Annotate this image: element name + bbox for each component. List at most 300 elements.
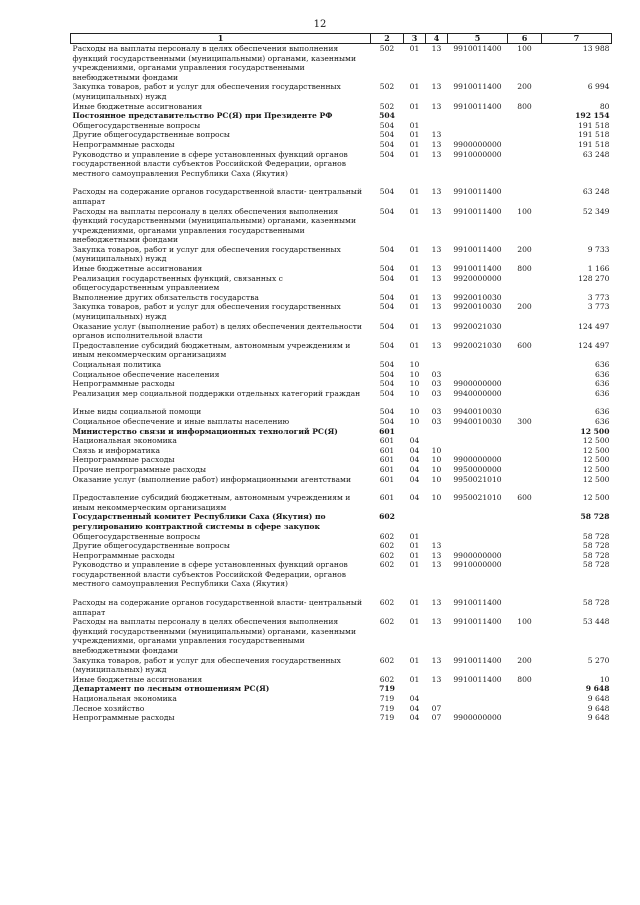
row-subsection-code [426,360,448,370]
row-subsection-code: 13 [431,674,442,684]
row-expense-type [508,436,542,446]
row-ministry-code: 602 [379,598,395,608]
row-subsection-code: 13 [431,264,442,274]
row-subsection-code: 13 [431,187,442,197]
row-subsection-code [426,684,448,694]
row-name: Непрограммные расходы [72,713,175,723]
row-section-code: 01 [409,44,420,53]
row-amount: 12 500 [582,493,610,503]
table-row [71,322,612,341]
row-amount: 9 648 [587,703,610,713]
row-expense-type [508,322,542,341]
row-target-article [448,684,508,694]
row-section-code: 01 [409,101,420,111]
row-amount: 58 728 [582,531,610,541]
table-row [71,274,612,293]
row-section-code: 04 [409,694,420,703]
row-expense-type: 200 [517,302,532,312]
row-name: Постоянное представительство РС(Я) при Президенте РФ [72,111,333,121]
row-target-article: 9950021010 [453,493,502,503]
row-expense-type [508,130,542,140]
row-subsection-code: 13 [431,560,442,570]
row-name: Расходы на содержание органов государственной власти- центральный аппарат [72,598,363,617]
row-section-code: 01 [409,598,420,608]
row-amount: 191 518 [578,120,610,130]
table-row [71,704,612,714]
row-subsection-code: 10 [431,493,442,503]
table-row [71,560,612,589]
row-amount: 9 733 [587,244,610,254]
row-subsection-code: 13 [431,44,442,53]
row-name: Другие общегосударственные вопросы [72,130,230,140]
column-header-subsection: 4 [426,34,448,44]
row-section-code: 01 [409,541,420,551]
row-target-article: 9920000000 [453,273,502,283]
row-ministry-code: 504 [379,360,395,369]
row-subsection-code: 13 [431,149,442,159]
table-row [71,589,612,617]
row-name: Закупка товаров, работ и услуг для обеспечения государственных (муниципальных) нужд [72,302,341,322]
row-name: Общегосударственные вопросы [72,120,201,130]
row-target-article: 9910011400 [453,655,502,665]
row-section-code: 01 [409,655,420,665]
row-amount: 3 773 [587,292,610,302]
row-section-code: 01 [409,292,420,302]
row-section-code: 01 [409,273,420,283]
row-ministry-code: 602 [379,674,395,684]
row-target-article: 9920010030 [453,292,502,302]
row-name: Департамент по лесным отношениям РС(Я) [72,684,270,694]
row-subsection-code: 13 [431,302,442,312]
row-expense-type [508,465,542,475]
row-amount: 58 728 [582,541,610,551]
row-ministry-code: 601 [379,474,395,484]
row-name: Национальная экономика [72,694,177,703]
row-expense-type [508,455,542,465]
row-expense-type: 800 [517,101,532,111]
row-amount: 124 497 [578,340,610,350]
row-name: Выполнение других обязательств государства [72,292,259,302]
row-subsection-code: 13 [431,244,442,254]
table-row [71,302,612,321]
row-target-article: 9900000000 [453,379,502,389]
row-name: Социальное обеспечение и иные выплаты населению [72,416,290,426]
row-section-code: 01 [409,130,420,140]
row-expense-type [508,370,542,380]
row-amount: 5 270 [587,655,610,665]
row-amount: 636 [595,360,610,369]
row-section-code: 04 [409,436,420,446]
row-section-code: 10 [409,369,420,379]
row-subsection-code: 10 [431,445,442,455]
row-name: Закупка товаров, работ и услуг для обеспечения государственных (муниципальных) нужд [72,655,341,675]
row-subsection-code: 10 [431,464,442,474]
table-row [71,656,612,675]
table-row [71,44,612,83]
row-ministry-code: 602 [379,512,395,522]
row-ministry-code: 602 [379,655,395,665]
row-target-article: 9910011400 [453,101,502,111]
row-subsection-code: 03 [431,388,442,398]
row-amount: 53 448 [582,617,610,627]
table-row [71,150,612,179]
row-ministry-code: 602 [379,531,395,541]
row-target-article: 9900000000 [453,139,502,149]
row-subsection-code: 13 [431,617,442,627]
row-target-article: 9910011400 [453,44,502,53]
row-target-article: 9900000000 [453,550,502,560]
row-ministry-code: 504 [379,416,395,426]
row-name: Иные бюджетные ассигнования [72,674,203,684]
row-expense-type [508,140,542,150]
row-subsection-code [426,111,448,121]
row-section-code: 10 [409,360,420,369]
row-subsection-code: 13 [431,273,442,283]
table-row [71,389,612,399]
row-amount: 1 166 [587,264,610,274]
row-amount: 58 728 [582,550,610,560]
table-row [71,475,612,485]
row-subsection-code: 07 [431,713,442,723]
column-header-ministry: 2 [371,34,404,44]
table-row [71,512,612,531]
row-ministry-code: 719 [379,713,395,723]
row-name: Социальная политика [72,360,162,369]
row-target-article [448,370,508,380]
row-expense-type [508,360,542,370]
column-header-name: 1 [71,34,371,44]
row-ministry-code: 502 [379,44,395,53]
table-row [71,121,612,131]
row-name: Связь и информатика [72,445,161,455]
row-expense-type [508,560,542,589]
row-subsection-code: 13 [431,82,442,92]
row-target-article: 9920021030 [453,321,502,331]
row-ministry-code: 504 [379,388,395,398]
row-section-code: 04 [409,713,420,723]
table-row [71,360,612,370]
row-ministry-code: 601 [379,464,395,474]
row-amount: 128 270 [578,273,610,283]
row-subsection-code: 03 [431,416,442,426]
row-subsection-code: 13 [431,206,442,216]
row-expense-type [508,532,542,542]
row-amount: 12 500 [582,464,610,474]
row-amount: 52 349 [582,206,610,216]
row-target-article: 9910011400 [453,206,502,216]
row-section-code: 04 [409,703,420,713]
row-ministry-code: 602 [379,560,395,570]
row-section-code: 01 [409,321,420,331]
row-expense-type [508,274,542,293]
row-target-article [448,512,508,531]
row-amount: 10 [599,674,610,684]
row-expense-type [508,150,542,179]
row-subsection-code: 13 [431,130,442,140]
row-name: Закупка товаров, работ и услуг для обеспечения государственных (муниципальных) нужд [72,244,341,264]
row-ministry-code: 504 [379,292,395,302]
row-target-article: 9910011400 [453,82,502,92]
table-row [71,713,612,723]
table-row [71,130,612,140]
table-row [71,436,612,446]
row-amount: 80 [599,101,610,111]
row-target-article: 9940000000 [453,388,502,398]
row-ministry-code: 504 [379,340,395,350]
row-amount: 9 648 [587,694,610,703]
table-row [71,102,612,112]
row-expense-type: 200 [517,82,532,92]
row-target-article [448,436,508,446]
row-section-code [404,111,426,121]
row-target-article: 9910011400 [453,244,502,254]
row-ministry-code: 601 [379,493,395,503]
row-target-article: 9910011400 [453,617,502,627]
column-header-target-article: 5 [448,34,508,44]
row-target-article: 9910000000 [453,149,502,159]
row-name: Оказание услуг (выполнение работ) информационными агентствами [72,474,352,484]
row-name: Общегосударственные вопросы [72,531,201,541]
row-name: Реализация мер социальной поддержки отдельных категорий граждан [72,388,361,398]
budget-table [70,33,612,723]
row-subsection-code: 03 [431,369,442,379]
table-row [71,427,612,437]
table-row [71,541,612,551]
row-ministry-code: 601 [379,455,395,465]
table-row [71,455,612,465]
row-ministry-code: 504 [379,302,395,312]
column-header-amount: 7 [542,34,612,44]
row-expense-type: 100 [517,617,532,627]
row-subsection-code: 07 [431,703,442,713]
row-subsection-code: 03 [431,379,442,389]
row-amount: 636 [595,369,610,379]
row-ministry-code: 504 [379,111,395,121]
table-row [71,465,612,475]
row-amount: 6 994 [587,82,610,92]
row-section-code: 04 [409,493,420,503]
row-section-code: 01 [409,187,420,197]
row-section-code: 01 [409,264,420,274]
row-subsection-code [426,532,448,542]
row-ministry-code: 601 [379,426,395,436]
row-amount: 191 518 [578,130,610,140]
table-row [71,370,612,380]
row-name: Предоставление субсидий бюджетным, автономным учреждениям и иным некоммерческим организациям [72,340,351,360]
row-ministry-code: 504 [379,369,395,379]
row-amount: 636 [595,407,610,417]
row-section-code: 04 [409,445,420,455]
row-section-code: 10 [409,416,420,426]
row-ministry-code: 504 [379,273,395,283]
table-row [71,245,612,264]
row-amount: 58 728 [582,560,610,570]
row-amount: 9 648 [585,684,610,694]
row-ministry-code: 602 [379,617,395,627]
row-section-code: 01 [409,206,420,216]
row-name: Предоставление субсидий бюджетным, автономным учреждениям и иным некоммерческим организациям [72,493,351,512]
table-row [71,532,612,542]
row-subsection-code: 13 [431,321,442,331]
row-expense-type [508,111,542,121]
row-amount: 12 500 [580,426,610,436]
row-name: Непрограммные расходы [72,139,175,149]
row-section-code: 01 [409,149,420,159]
row-amount: 63 248 [582,187,610,197]
row-name: Непрограммные расходы [72,379,175,389]
table-row [71,398,612,417]
row-subsection-code: 03 [431,407,442,417]
row-target-article [448,532,508,542]
row-ministry-code: 502 [379,101,395,111]
row-target-article: 9940010030 [453,416,502,426]
row-target-article [448,130,508,140]
row-amount: 12 500 [582,474,610,484]
row-expense-type: 600 [517,340,532,350]
row-target-article [448,360,508,370]
row-ministry-code: 504 [379,321,395,331]
row-name: Государственный комитет Республики Саха (Якутия) по регулированию контрактной системы в сфере закупок [72,512,326,531]
row-subsection-code: 13 [431,550,442,560]
row-subsection-code: 13 [431,292,442,302]
row-ministry-code: 504 [379,130,395,140]
row-section-code: 04 [409,455,420,465]
row-expense-type [508,398,542,417]
row-expense-type [508,427,542,437]
row-section-code [404,512,426,531]
row-subsection-code: 13 [431,139,442,149]
row-name: Руководство и управление в сфере установленных функций органов государственной власти субъектов Российской Федерации, органов местного самоуправления Республики Саха (Якутия) [72,560,348,589]
row-target-article [448,111,508,121]
row-ministry-code: 719 [379,694,395,703]
row-ministry-code: 502 [379,82,395,92]
row-name: Министерство связи и информационных технологий РС(Я) [72,426,338,436]
row-section-code: 10 [409,388,420,398]
row-expense-type [508,704,542,714]
row-name: Расходы на выплаты персоналу в целях обеспечения выполнения функций государственными (муниципальными) органами, казенными учреждениями, органами управления государственными внебюджетными фондами [72,206,357,245]
table-row [71,417,612,427]
row-section-code [404,427,426,437]
table-header-row [71,34,612,44]
page-number: 12 [313,19,327,30]
row-subsection-code: 13 [431,340,442,350]
table-body [71,44,612,723]
row-ministry-code: 504 [379,407,395,417]
row-expense-type [508,694,542,704]
row-amount: 191 518 [578,139,610,149]
table-row [71,140,612,150]
row-expense-type [508,541,542,551]
row-name: Социальное обеспечение населения [72,369,220,379]
row-section-code: 01 [409,244,420,254]
row-section-code: 01 [409,560,420,570]
table-row [71,293,612,303]
row-target-article: 9910000000 [453,560,502,570]
row-subsection-code: 13 [431,541,442,551]
row-ministry-code: 719 [379,703,395,713]
table-row [71,675,612,685]
table-row [71,617,612,655]
row-target-article [448,121,508,131]
row-name: Закупка товаров, работ и услуг для обеспечения государственных (муниципальных) нужд [72,82,341,101]
row-ministry-code: 504 [379,120,395,130]
row-expense-type [508,475,542,485]
row-subsection-code: 10 [431,474,442,484]
row-target-article: 9910011400 [453,187,502,197]
row-amount: 12 500 [582,455,610,465]
row-expense-type: 300 [517,416,532,426]
row-target-article: 9920021030 [453,340,502,350]
row-expense-type [508,389,542,399]
row-amount: 12 500 [582,436,610,446]
table-row [71,551,612,561]
row-subsection-code [426,512,448,531]
row-name: Иные виды социальной помощи [72,407,202,417]
row-expense-type: 800 [517,674,532,684]
row-section-code: 01 [409,531,420,541]
row-name: Расходы на содержание органов государственной власти- центральный аппарат [72,187,363,206]
row-target-article [448,427,508,437]
table-row [71,684,612,694]
column-header-section: 3 [404,34,426,44]
row-name: Расходы на выплаты персоналу в целях обеспечения выполнения функций государственными (муниципальными) органами, казенными учреждениями, органами управления государственными внебюджетными фондами [72,617,357,656]
row-target-article: 9920010030 [453,302,502,312]
row-amount: 636 [595,379,610,389]
row-name: Прочие непрограммные расходы [72,464,207,474]
row-name: Руководство и управление в сфере установленных функций органов государственной власти субъектов Российской Федерации, органов местного самоуправления Республики Саха (Якутия) [72,149,348,178]
row-amount: 124 497 [578,321,610,331]
row-section-code: 01 [409,674,420,684]
row-name: Непрограммные расходы [72,455,175,465]
row-expense-type: 100 [517,44,532,53]
row-expense-type: 200 [517,244,532,254]
table-row [71,82,612,101]
row-name: Иные бюджетные ассигнования [72,264,203,274]
row-name: Непрограммные расходы [72,550,175,560]
row-amount: 192 154 [575,111,610,121]
row-target-article [448,704,508,714]
row-expense-type: 600 [517,493,532,503]
row-name: Реализация государственных функций, связанных с общегосударственным управлением [72,273,283,293]
row-subsection-code: 13 [431,598,442,608]
column-header-expense-type: 6 [508,34,542,44]
table-row [71,264,612,274]
row-amount: 13 988 [582,44,610,53]
table-row [71,111,612,121]
row-expense-type [508,713,542,723]
row-amount: 12 500 [582,445,610,455]
row-amount: 63 248 [582,149,610,159]
row-ministry-code: 602 [379,541,395,551]
row-section-code: 04 [409,464,420,474]
row-section-code: 01 [409,120,420,130]
row-expense-type [508,551,542,561]
row-subsection-code [426,436,448,446]
row-section-code: 01 [409,82,420,92]
row-subsection-code [426,121,448,131]
row-ministry-code: 504 [379,149,395,159]
row-name: Оказание услуг (выполнение работ) в целях обеспечения деятельности органов исполнительной власти [72,321,362,341]
row-target-article: 9900000000 [453,455,502,465]
row-expense-type [508,293,542,303]
row-name: Лесное хозяйство [72,703,145,713]
row-target-article [448,446,508,456]
row-expense-type [508,512,542,531]
row-amount: 9 648 [587,713,610,723]
table-row [71,484,612,512]
row-amount: 3 773 [587,302,610,312]
row-target-article: 9950021010 [453,474,502,484]
